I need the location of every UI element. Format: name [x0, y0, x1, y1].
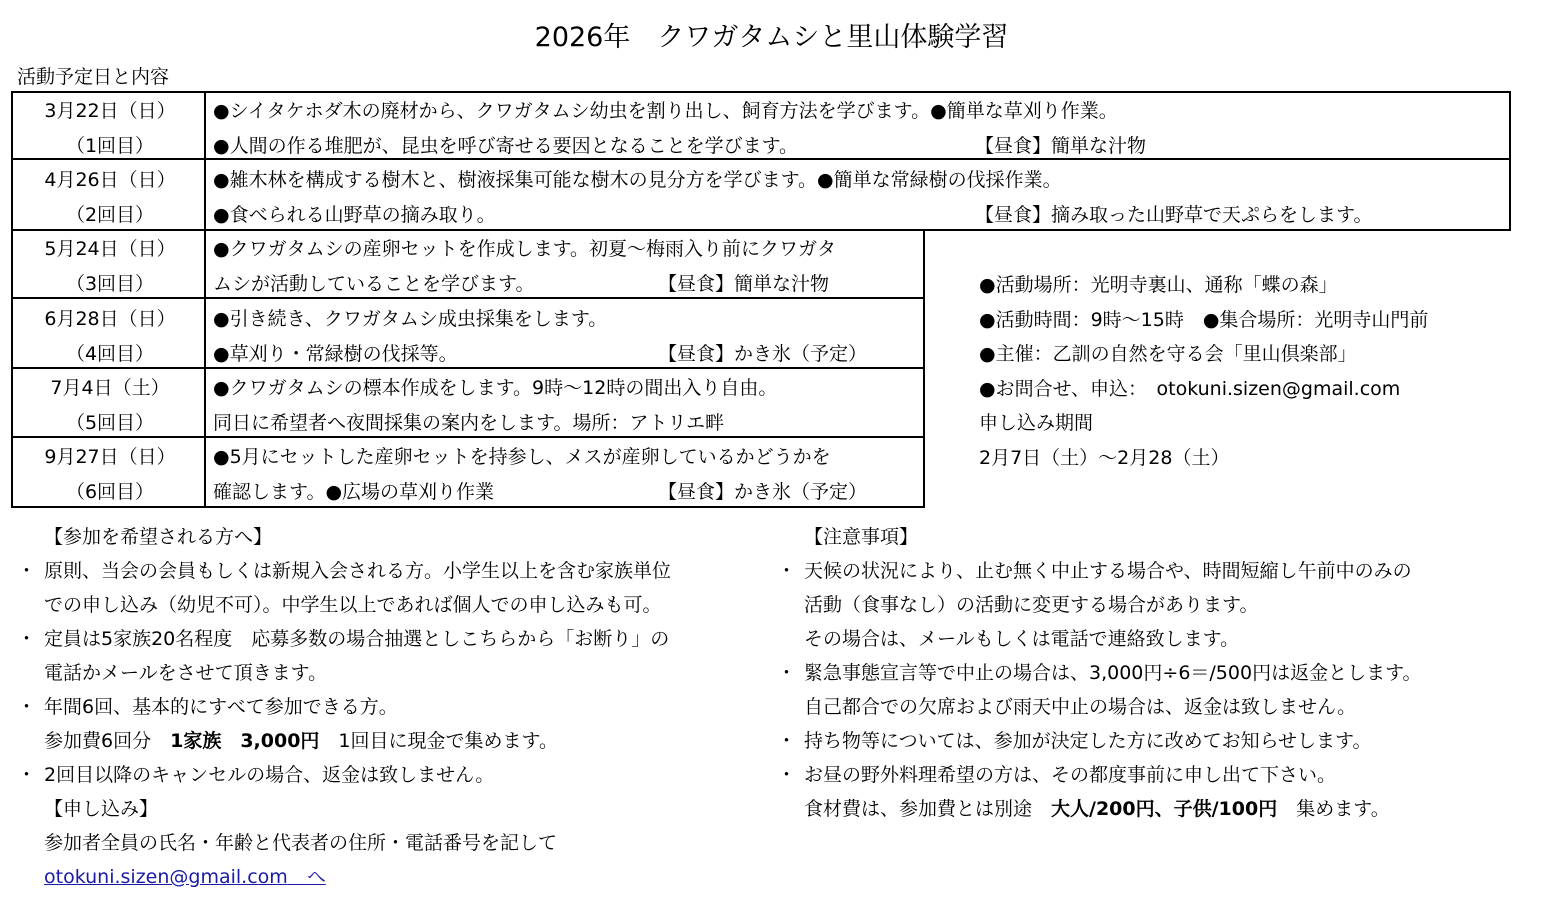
session-description	[213, 94, 1147, 163]
session-date: 9月27日（日）	[44, 446, 176, 468]
session-meal: 【昼食】簡単な汁物	[975, 134, 1147, 157]
bullet: ・	[17, 560, 37, 582]
food-cost-label: 食材費は、参加費とは別途	[804, 798, 1052, 820]
session-line-2-text: ●人間の作る堆肥が、昆虫を呼び寄せる要因となることを学びます。	[213, 134, 799, 157]
food-cost-amount: 大人/200円、子供/100円	[1051, 798, 1278, 820]
application-email-line	[44, 860, 671, 894]
session-date-cell	[15, 371, 205, 440]
session-line-2-text: ●草刈り・常緑樹の伐採等。	[213, 342, 458, 365]
session-line-2	[213, 337, 868, 372]
participants-rule-2: 定員は5家族20名程度 応募多数の場合抽選としこちらから「お断り」の	[44, 628, 670, 650]
session-line-1: ●クワガタムシの標本作成をします。9時～12時の間出入り自由。	[213, 377, 778, 399]
session-date-cell	[15, 440, 205, 509]
participants-rule-4: 2回目以降のキャンセルの場合、返金は致しません。	[44, 764, 495, 786]
session-date: 5月24日（日）	[44, 238, 176, 260]
session-meal: 【昼食】かき氷（予定）	[658, 342, 868, 365]
session-line-1: ●シイタケホダ木の廃材から、クワガタムシ幼虫を割り出し、飼育方法を学びます。●簡単な草刈り作業。	[213, 100, 1118, 122]
session-date: 7月4日（土）	[50, 377, 170, 399]
bullet: ・	[17, 764, 37, 786]
bullet: ・	[777, 560, 797, 582]
session-number: （6回目）	[65, 480, 155, 503]
schedule-heading: 活動予定日と内容	[17, 66, 170, 88]
session-meal: 【昼食】摘み取った山野草で天ぷらをします。	[975, 203, 1373, 226]
application-instructions: 参加者全員の氏名・年齢と代表者の住所・電話番号を記して	[44, 832, 558, 854]
session-line-2: 同日に希望者へ夜間採集の案内をします。場所：アトリエ畔	[213, 411, 725, 434]
participants-rule-3: 年間6回、基本的にすべて参加できる方。	[44, 696, 398, 718]
activity-time: ●活動時間：9時～15時 ●集合場所：光明寺山門前	[979, 308, 1429, 331]
contact-email: ●お問合せ、申込： otokuni.sizen@gmail.com	[979, 377, 1401, 400]
session-line-2-text: 確認します。●広場の草刈り作業	[213, 480, 495, 503]
participants-rule-1: 原則、当会の会員もしくは新規入会される方。小学生以上を含む家族単位	[44, 560, 672, 582]
email-address: otokuni.sizen@gmail.com	[44, 866, 288, 888]
email-suffix: へ	[306, 866, 326, 888]
note-1-cont-2: その場合は、メールもしくは電話で連絡致します。	[804, 628, 1240, 650]
participants-heading: 【参加を希望される方へ】	[44, 526, 273, 548]
fee-note: 1回目に現金で集めます。	[319, 730, 558, 752]
session-description	[213, 163, 1373, 232]
activity-place: ●活動場所：光明寺裏山、通称「蝶の森」	[979, 274, 1338, 296]
activity-info	[979, 268, 1428, 475]
session-number: （2回目）	[65, 203, 155, 226]
session-line-2-text: ムシが活動していることを学びます。	[213, 272, 535, 295]
note-1: 天候の状況により、止む無く中止する場合や、時間短縮し午前中のみの	[804, 560, 1412, 582]
fee-label: 参加費6回分	[44, 730, 171, 752]
participation-fee	[44, 724, 671, 758]
session-line-2	[213, 267, 836, 302]
session-number: （3回目）	[65, 272, 155, 295]
session-meal: 【昼食】かき氷（予定）	[658, 480, 868, 503]
bullet: ・	[777, 730, 797, 752]
fee-amount: 1家族 3,000円	[170, 730, 320, 752]
session-line-2	[213, 475, 868, 510]
session-line-1: ●引き続き、クワガタムシ成虫採集をします。	[213, 308, 608, 330]
food-cost	[804, 792, 1422, 826]
note-2: 緊急事態宣言等で中止の場合は、3,000円÷6＝/500円は返金とします。	[804, 662, 1422, 684]
session-number: （4回目）	[65, 342, 155, 365]
session-description	[213, 232, 836, 301]
session-description	[213, 302, 868, 371]
session-date: 6月28日（日）	[44, 308, 176, 330]
application-heading: 【申し込み】	[44, 798, 159, 820]
participants-section	[17, 520, 672, 894]
session-date-cell	[15, 232, 205, 301]
note-2-cont: 自己都合での欠席および雨天中止の場合は、返金は致しません。	[804, 696, 1357, 718]
note-4: お昼の野外料理希望の方は、その都度事前に申し出て下さい。	[804, 764, 1337, 786]
session-date: 4月26日（日）	[44, 169, 176, 191]
bullet: ・	[777, 764, 797, 786]
participants-rule-1-cont: での申し込み（幼児不可）。中学生以上であれば個人での申し込みも可。	[44, 594, 662, 616]
application-period: 2月7日（土）～2月28（土）	[979, 446, 1230, 469]
note-3: 持ち物等については、参加が決定した方に改めてお知らせします。	[804, 730, 1372, 752]
participants-rule-2-cont: 電話かメールをさせて頂きます。	[44, 662, 328, 684]
session-date: 3月22日（日）	[44, 100, 176, 122]
note-1-cont: 活動（食事なし）の活動に変更する場合があります。	[804, 594, 1259, 616]
session-line-2-text: ●食べられる山野草の摘み取り。	[213, 203, 496, 226]
session-line-1: ●クワガタムシの産卵セットを作成します。初夏～梅雨入り前にクワガタ	[213, 238, 837, 260]
session-line-1: ●雑木林を構成する樹木と、樹液採集可能な樹木の見分方を学びます。●簡単な常緑樹の伐採作業。	[213, 169, 1062, 191]
session-line-2	[213, 198, 1373, 233]
session-line-1: ●5月にセットした産卵セットを持参し、メスが産卵しているかどうかを	[213, 446, 831, 468]
session-date-cell	[15, 163, 205, 232]
session-description	[213, 440, 868, 509]
bullet: ・	[17, 696, 37, 718]
notes-section	[777, 520, 1422, 826]
session-date-cell	[15, 94, 205, 163]
bullet: ・	[17, 628, 37, 650]
application-period-label: 申し込み期間	[979, 412, 1094, 434]
session-number: （5回目）	[65, 411, 155, 434]
session-line-2	[213, 129, 1147, 164]
session-description	[213, 371, 777, 440]
session-meal: 【昼食】簡単な汁物	[658, 272, 830, 295]
email-link[interactable]	[44, 866, 326, 888]
organizer: ●主催：乙訓の自然を守る会「里山倶楽部」	[979, 343, 1357, 365]
food-cost-note: 集めます。	[1277, 798, 1390, 820]
session-number: （1回目）	[65, 134, 155, 157]
notes-heading: 【注意事項】	[804, 526, 919, 548]
bullet: ・	[777, 662, 797, 684]
session-date-cell	[15, 302, 205, 371]
page-title: 2026年 クワガタムシと里山体験学習	[534, 22, 1009, 53]
